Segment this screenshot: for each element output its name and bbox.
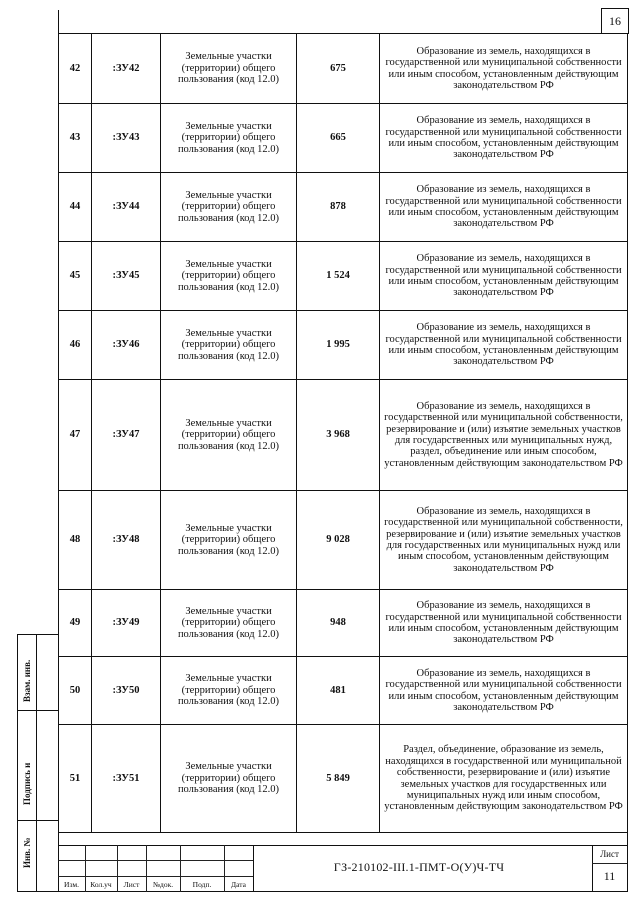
- plot-area: 948: [297, 590, 380, 657]
- table-row: [59, 657, 628, 725]
- plot-area: 878: [297, 173, 380, 242]
- table-row: [59, 104, 628, 173]
- formation-method: Образование из земель, находящихся в государственной или муниципальной собственности или иным способом, установленным действующим законодательством РФ: [380, 242, 628, 311]
- plot-area: 481: [297, 657, 380, 725]
- plot-code: :ЗУ48: [92, 491, 161, 590]
- formation-method: Образование из земель, находящихся в государственной или муниципальной собственности, резервирование и (или) изъятие земельных участков для государственных или муниципальных нужд, раздел, объединение или иным способом, установленным действующим законодательством РФ: [380, 380, 628, 491]
- formation-method: Образование из земель, находящихся в государственной или муниципальной собственности или иным способом, установленным действующим законодательством РФ: [380, 34, 628, 104]
- table-row: [59, 34, 628, 104]
- formation-method: Образование из земель, находящихся в государственной или муниципальной собственности или иным способом, установленным действующим законодательством РФ: [380, 104, 628, 173]
- row-number: 43: [59, 104, 92, 173]
- row-number: 47: [59, 380, 92, 491]
- plot-purpose: Земельные участки (территории) общего пользования (код 12.0): [161, 380, 297, 491]
- title-col-izm: Изм.: [64, 880, 79, 889]
- plot-area: 3 968: [297, 380, 380, 491]
- plot-purpose: Земельные участки (территории) общего пользования (код 12.0): [161, 173, 297, 242]
- document-code: ГЗ-210102-III.1-ПМТ-О(У)Ч-ТЧ: [333, 860, 505, 874]
- title-col-ndok: №док.: [152, 880, 174, 889]
- formation-method: Раздел, объединение, образование из земель, находящихся в государственной или муниципальной собственности, резервирование и (или) изъятие земельных участков для государственных или муниципальных нужд или иным способом, установленным действующим законодательством РФ: [380, 725, 628, 833]
- row-number: 51: [59, 725, 92, 833]
- sheet-label: Лист: [600, 849, 619, 859]
- row-number: 42: [59, 34, 92, 104]
- plot-code: :ЗУ51: [92, 725, 161, 833]
- row-number: 49: [59, 590, 92, 657]
- plot-area: 5 849: [297, 725, 380, 833]
- table-row: [59, 380, 628, 491]
- title-col-data: Дата: [231, 880, 246, 889]
- table-row: [59, 725, 628, 833]
- plot-code: :ЗУ43: [92, 104, 161, 173]
- plot-code: :ЗУ44: [92, 173, 161, 242]
- plot-area: 1 524: [297, 242, 380, 311]
- formation-method: Образование из земель, находящихся в государственной или муниципальной собственности или иным способом, установленным действующим законодательством РФ: [380, 590, 628, 657]
- plot-code: :ЗУ45: [92, 242, 161, 311]
- plot-purpose: Земельные участки (территории) общего пользования (код 12.0): [161, 104, 297, 173]
- plot-purpose: Земельные участки (территории) общего пользования (код 12.0): [161, 657, 297, 725]
- plot-purpose: Земельные участки (территории) общего пользования (код 12.0): [161, 242, 297, 311]
- side-label-vzam: Взам. инв.: [22, 659, 32, 702]
- row-number: 45: [59, 242, 92, 311]
- side-stamp-divider-2: [17, 820, 58, 821]
- plot-code: :ЗУ42: [92, 34, 161, 104]
- land-plots-table: [58, 33, 628, 833]
- side-stamp-top-line: [17, 634, 58, 635]
- table-row: [59, 173, 628, 242]
- side-label-podpis: Подпись и: [22, 762, 32, 805]
- title-col-list: Лист: [123, 880, 140, 889]
- plot-purpose: Земельные участки (территории) общего пользования (код 12.0): [161, 725, 297, 833]
- table-row: [59, 242, 628, 311]
- sheet-number: 11: [603, 869, 616, 883]
- formation-method: Образование из земель, находящихся в государственной или муниципальной собственности или иным способом, установленным действующим законодательством РФ: [380, 657, 628, 725]
- title-col-podp: Подп.: [192, 880, 212, 889]
- table-row: [59, 491, 628, 590]
- plot-code: :ЗУ49: [92, 590, 161, 657]
- plot-area: 665: [297, 104, 380, 173]
- title-block-top-line: [58, 845, 628, 846]
- side-stamp-divider-1: [17, 710, 58, 711]
- row-number: 44: [59, 173, 92, 242]
- formation-method: Образование из земель, находящихся в государственной или муниципальной собственности, резервирование и (или) изъятие земельных участков для государственных или муниципальных нужд или иным способом, установленным действующим законодательством РФ: [380, 491, 628, 590]
- row-number: 46: [59, 311, 92, 380]
- table-row: [59, 590, 628, 657]
- title-col-koluch: Кол.уч: [90, 880, 112, 889]
- plot-area: 9 028: [297, 491, 380, 590]
- plot-purpose: Земельные участки (территории) общего пользования (код 12.0): [161, 491, 297, 590]
- frame-bottom-line: [17, 891, 628, 892]
- plot-area: 1 995: [297, 311, 380, 380]
- row-number: 48: [59, 491, 92, 590]
- page-number: 16: [601, 8, 629, 34]
- plot-code: :ЗУ47: [92, 380, 161, 491]
- sheet-cell-line: [592, 863, 627, 864]
- side-stamp-inner-line: [36, 634, 37, 892]
- side-label-inv: Инв. №: [22, 837, 32, 868]
- plot-purpose: Земельные участки (территории) общего пользования (код 12.0): [161, 311, 297, 380]
- row-number: 50: [59, 657, 92, 725]
- plot-purpose: Земельные участки (территории) общего пользования (код 12.0): [161, 34, 297, 104]
- plot-code: :ЗУ50: [92, 657, 161, 725]
- formation-method: Образование из земель, находящихся в государственной или муниципальной собственности или иным способом, установленным действующим законодательством РФ: [380, 173, 628, 242]
- side-stamp-outer-line: [17, 634, 18, 892]
- plot-area: 675: [297, 34, 380, 104]
- formation-method: Образование из земель, находящихся в государственной или муниципальной собственности или иным способом, установленным действующим законодательством РФ: [380, 311, 628, 380]
- plot-code: :ЗУ46: [92, 311, 161, 380]
- table-row: [59, 311, 628, 380]
- plot-purpose: Земельные участки (территории) общего пользования (код 12.0): [161, 590, 297, 657]
